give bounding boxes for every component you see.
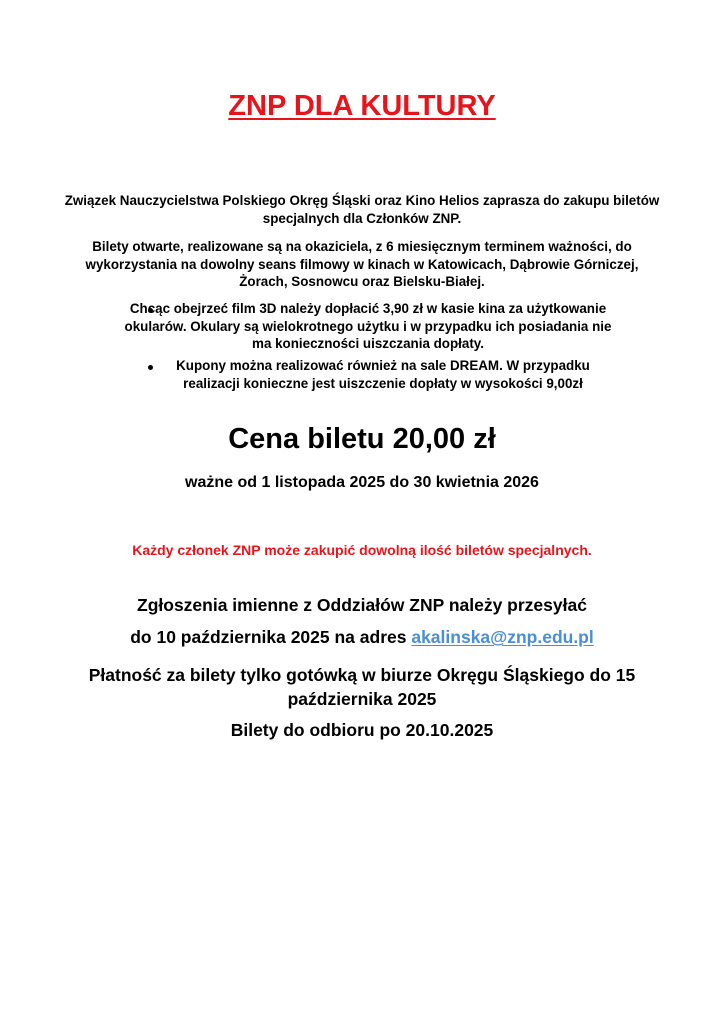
intro-paragraph-1: Związek Nauczycielstwa Polskiego Okręg Śląski oraz Kino Helios zaprasza do zakupu biletów specjalnych dla Członków ZNP. [64, 193, 660, 226]
page-title [0, 86, 724, 126]
members-notice: Każdy członek ZNP może zakupić dowolną ilość biletów specjalnych. [132, 542, 592, 558]
list-item: Chcąc obejrzeć film 3D należy dopłacić 3,90 zł w kasie kina za użytkowanie okularów. Okulary są wielokrotnego użytku i w przypadku ich posiadania nie ma konieczności uiszczania dopłaty. [124, 301, 612, 351]
email-link[interactable]: akalinska@znp.edu.pl [411, 627, 594, 647]
price-validity: ważne od 1 listopada 2025 do 30 kwietnia 2026 [185, 474, 539, 491]
ticket-price: Cena biletu 20,00 zł [228, 423, 496, 455]
intro-paragraph-2: Bilety otwarte, realizowane są na okaziciela, z 6 miesięcznym terminem ważności, do wykorzystania na dowolny seans filmowy w kinach w Katowicach, Dąbrowie Górniczej, Żorach, Sosnowcu oraz Bielsku-Białej. [85, 239, 639, 289]
pickup-info: Bilety do odbioru po 20.10.2025 [230, 720, 494, 740]
submission-line-2 [40, 625, 684, 649]
submission-line-1: Zgłoszenia imienne z Oddziałów ZNP należy przesyłać [137, 595, 587, 615]
submission-line-2-text: do 10 października 2025 na adres [130, 627, 412, 647]
page-title-text: ZNP DLA KULTURY [228, 90, 496, 122]
payment-info: Płatność za bilety tylko gotówką w biurze Okręgu Śląskiego do 15 października 2025 [88, 665, 636, 709]
list-item: Kupony można realizować również na sale DREAM. W przypadku realizacji konieczne jest uiszczenie dopłaty w wysokości 9,00zł [176, 358, 590, 391]
